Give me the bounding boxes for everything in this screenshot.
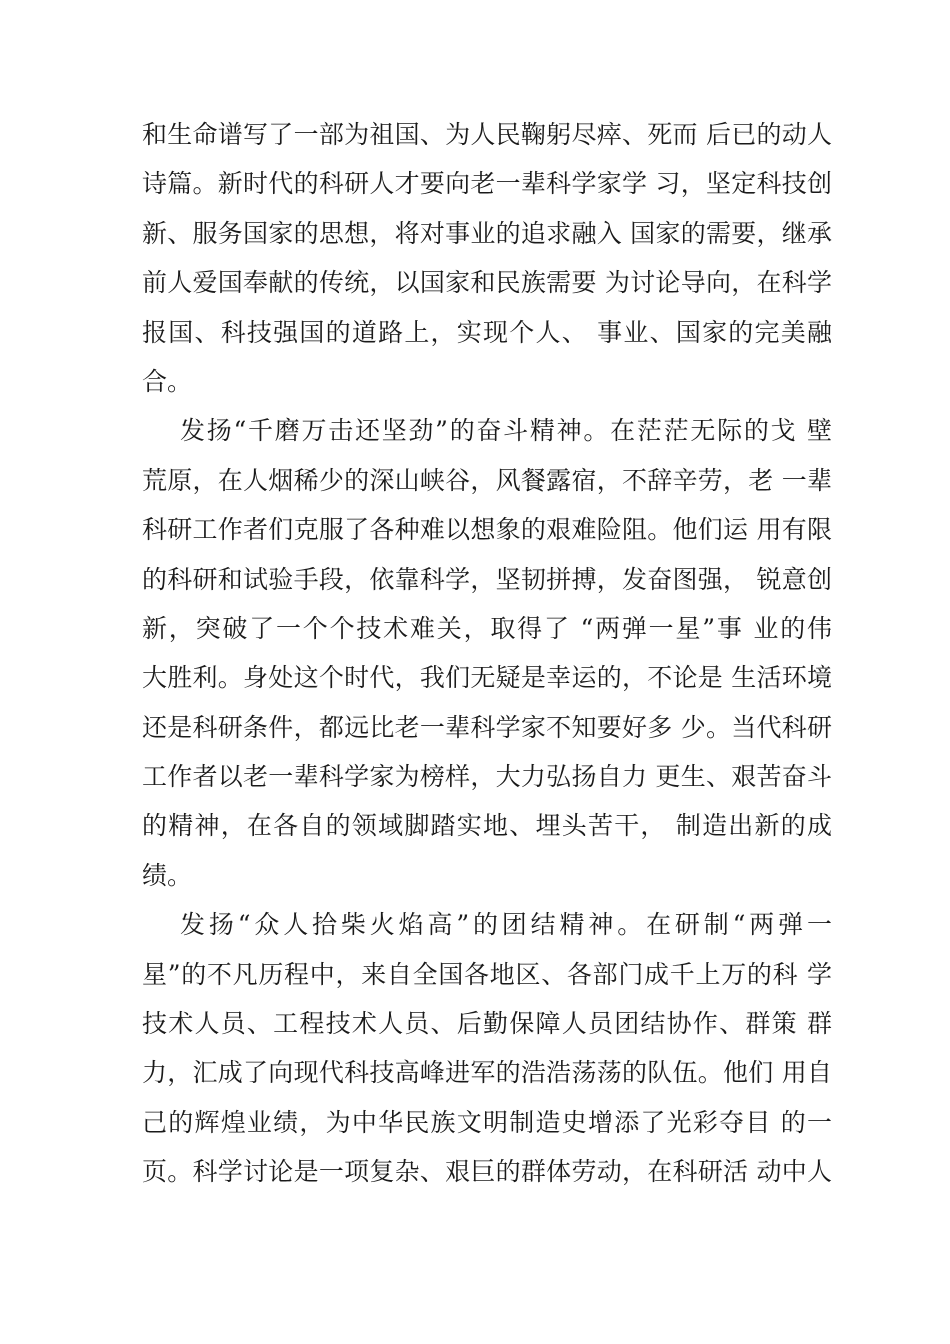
text-line: 大胜利。身处这个时代，我们无疑是幸运的，不论是 生活环境 <box>142 663 832 693</box>
paragraph-first-line: 发扬“众人拾柴火焰高”的团结精神。在研制“两弹一 <box>180 910 832 940</box>
text-line: 己的辉煌业绩，为中华民族文明制造史增添了光彩夺目 的一 <box>142 1107 832 1137</box>
text-line: 诗篇。新时代的科研人才要向老一辈科学家学 习，坚定科技创 <box>142 169 832 199</box>
text-line: 荒原，在人烟稀少的深山峡谷，风餐露宿，不辞辛劳，老 一辈 <box>142 465 832 495</box>
text-line: 新、服务国家的思想，将对事业的追求融入 国家的需要，继承 <box>142 218 832 248</box>
text-line: 力，汇成了向现代科技高峰进军的浩浩荡荡的队伍。他们 用自 <box>142 1058 832 1088</box>
text-line: 报国、科技强国的道路上，实现个人、 事业、国家的完美融 <box>142 317 832 347</box>
body-text <box>142 110 832 1197</box>
text-line: 技术人员、工程技术人员、后勤保障人员团结协作、群策 群 <box>142 1009 832 1039</box>
text-line: 星”的不凡历程中，来自全国各地区、各部门成千上万的科 学 <box>142 959 832 989</box>
text-line: 合。 <box>142 366 193 396</box>
text-line: 新，突破了一个个技术难关，取得了 “两弹一星”事 业的伟 <box>142 613 832 643</box>
text-line: 的科研和试验手段，依靠科学，坚韧拼搏，发奋图强， 锐意创 <box>142 564 832 594</box>
text-line: 和生命谱写了一部为祖国、为人民鞠躬尽瘁、死而 后已的动人 <box>142 120 832 149</box>
paragraph-first-line: 发扬“千磨万击还坚劲”的奋斗精神。在茫茫无际的戈 壁 <box>180 416 832 446</box>
text-line: 的精神，在各自的领域脚踏实地、埋头苦干， 制造出新的成 <box>142 811 832 841</box>
text-line: 还是科研条件，都远比老一辈科学家不知要好多 少。当代科研 <box>142 712 832 742</box>
text-line: 绩。 <box>142 860 193 890</box>
text-line: 科研工作者们克服了各种难以想象的艰难险阻。他们运 用有限 <box>142 515 832 545</box>
text-line: 页。科学讨论是一项复杂、艰巨的群体劳动，在科研活 动中人 <box>142 1157 832 1187</box>
text-line: 工作者以老一辈科学家为榜样，大力弘扬自力 更生、艰苦奋斗 <box>142 762 832 792</box>
text-line: 前人爱国奉献的传统，以国家和民族需要 为讨论导向，在科学 <box>142 268 832 298</box>
